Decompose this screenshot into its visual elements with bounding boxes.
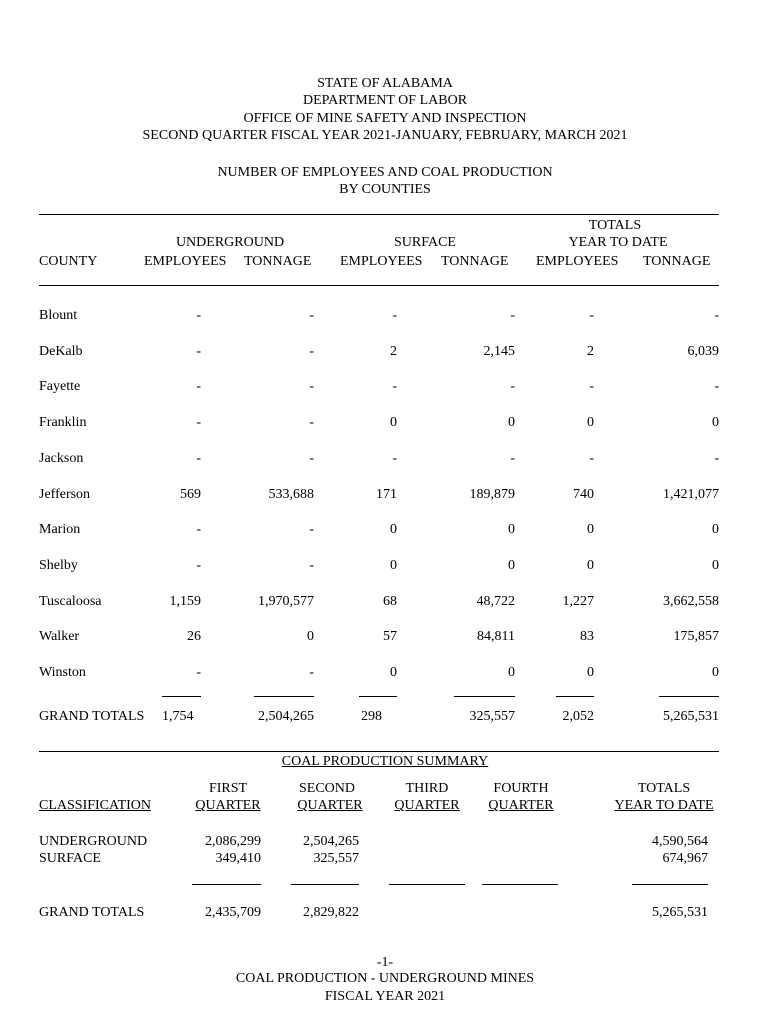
header-rule [39, 285, 719, 286]
summary-surface-q1: 349,410 [215, 851, 261, 866]
summary-grand-q2: 2,829,822 [303, 905, 359, 920]
cell-sf-ton: 48,722 [476, 594, 515, 609]
col-county-header: COUNTY [39, 254, 98, 269]
grand-ug-tonnage: 2,504,265 [258, 709, 314, 724]
summary-q3-top: THIRD [405, 781, 449, 796]
cell-ug-ton: 533,688 [268, 487, 314, 502]
col-underground-label: UNDERGROUND [175, 235, 285, 250]
subtitle-line-2: BY COUNTIES [339, 182, 431, 197]
col-ug-tonnage-header: TONNAGE [244, 254, 312, 269]
grand-sf-employees: 298 [361, 709, 382, 724]
total-underline [556, 696, 594, 697]
cell-ytd-ton: - [714, 451, 719, 466]
cell-county: Winston [39, 665, 86, 680]
cell-ytd-emp: 0 [587, 665, 594, 680]
cell-ug-emp: - [196, 308, 201, 323]
cell-county: Shelby [39, 558, 78, 573]
top-rule [39, 214, 719, 215]
summary-underline [389, 884, 465, 885]
cell-ytd-ton: - [714, 308, 719, 323]
cell-ug-ton: - [309, 522, 314, 537]
cell-sf-emp: 171 [376, 487, 397, 502]
col-ytd-label: YEAR TO DATE [568, 235, 668, 250]
footer-line-1: COAL PRODUCTION - UNDERGROUND MINES [235, 971, 535, 986]
summary-q4-top: FOURTH [493, 781, 549, 796]
summary-underline [192, 884, 261, 885]
summary-surface-ytd: 674,967 [662, 851, 708, 866]
cell-sf-ton: 0 [508, 522, 515, 537]
grand-ytd-tonnage: 5,265,531 [663, 709, 719, 724]
col-surface-label: SURFACE [394, 235, 456, 250]
cell-county: Walker [39, 629, 80, 644]
cell-ytd-ton: 0 [712, 522, 719, 537]
cell-ug-emp: - [196, 558, 201, 573]
total-underline [454, 696, 515, 697]
cell-ug-emp: - [196, 522, 201, 537]
header-line-1: STATE OF ALABAMA [317, 76, 453, 91]
summary-q2-bottom: QUARTER [297, 798, 363, 813]
summary-grand-label: GRAND TOTALS [39, 905, 145, 920]
cell-sf-ton: 0 [508, 558, 515, 573]
cell-county: Blount [39, 308, 78, 323]
summary-underline [482, 884, 558, 885]
total-underline [659, 696, 719, 697]
cell-sf-ton: - [510, 379, 515, 394]
cell-sf-emp: 68 [383, 594, 397, 609]
cell-ug-ton: - [309, 415, 314, 430]
grand-ytd-employees: 2,052 [562, 709, 594, 724]
summary-underground-label: UNDERGROUND [39, 834, 148, 849]
cell-ug-emp: - [196, 344, 201, 359]
summary-q2-top: SECOND [298, 781, 355, 796]
cell-ug-ton: - [309, 665, 314, 680]
cell-ug-ton: 0 [307, 629, 314, 644]
cell-county: Franklin [39, 415, 87, 430]
summary-grand-ytd: 5,265,531 [652, 905, 708, 920]
cell-ug-ton: - [309, 379, 314, 394]
summary-q3-bottom: QUARTER [394, 798, 460, 813]
cell-ytd-ton: 0 [712, 558, 719, 573]
cell-sf-ton: 189,879 [469, 487, 515, 502]
cell-sf-emp: 57 [383, 629, 397, 644]
cell-ytd-emp: 0 [587, 415, 594, 430]
col-sf-tonnage-header: TONNAGE [441, 254, 509, 269]
summary-surface-q2: 325,557 [313, 851, 359, 866]
summary-title: COAL PRODUCTION SUMMARY [281, 754, 489, 769]
cell-ytd-emp: - [589, 308, 594, 323]
summary-underline [632, 884, 708, 885]
cell-sf-emp: 2 [390, 344, 397, 359]
cell-ytd-ton: - [714, 379, 719, 394]
cell-county: Fayette [39, 379, 81, 394]
cell-ytd-ton: 0 [712, 415, 719, 430]
cell-ytd-emp: 740 [573, 487, 594, 502]
cell-sf-ton: - [510, 308, 515, 323]
cell-ug-ton: - [309, 308, 314, 323]
cell-county: Jefferson [39, 487, 91, 502]
cell-ytd-emp: - [589, 451, 594, 466]
cell-ug-emp: - [196, 451, 201, 466]
cell-ytd-emp: - [589, 379, 594, 394]
cell-ug-ton: - [309, 451, 314, 466]
col-ytd-tonnage-header: TONNAGE [643, 254, 711, 269]
cell-sf-ton: 2,145 [483, 344, 515, 359]
summary-ytd-top: TOTALS [637, 781, 691, 796]
cell-ug-ton: - [309, 558, 314, 573]
cell-ug-ton: 1,970,577 [258, 594, 314, 609]
cell-ug-emp: - [196, 665, 201, 680]
col-ug-employees-header: EMPLOYEES [144, 254, 227, 269]
cell-sf-emp: 0 [390, 522, 397, 537]
cell-sf-emp: 0 [390, 558, 397, 573]
cell-ytd-emp: 1,227 [562, 594, 594, 609]
total-underline [254, 696, 314, 697]
total-underline [359, 696, 397, 697]
cell-ytd-ton: 3,662,558 [663, 594, 719, 609]
header-line-4: SECOND QUARTER FISCAL YEAR 2021-JANUARY, FEBRUARY, MARCH 2021 [142, 128, 628, 143]
cell-ytd-ton: 6,039 [687, 344, 719, 359]
cell-county: Jackson [39, 451, 84, 466]
cell-ytd-emp: 0 [587, 558, 594, 573]
summary-underground-q1: 2,086,299 [205, 834, 261, 849]
summary-classification-header: CLASSIFICATION [39, 798, 152, 813]
header-line-2: DEPARTMENT OF LABOR [302, 93, 468, 108]
summary-ytd-bottom: YEAR TO DATE [614, 798, 714, 813]
cell-ytd-emp: 83 [580, 629, 594, 644]
cell-sf-emp: 0 [390, 665, 397, 680]
header-line-3: OFFICE OF MINE SAFETY AND INSPECTION [243, 111, 527, 126]
cell-ytd-emp: 2 [587, 344, 594, 359]
cell-sf-ton: 0 [508, 415, 515, 430]
col-ytd-employees-header: EMPLOYEES [536, 254, 619, 269]
summary-q1-bottom: QUARTER [195, 798, 261, 813]
grand-totals-label: GRAND TOTALS [39, 709, 145, 724]
summary-surface-label: SURFACE [39, 851, 101, 866]
cell-sf-emp: - [392, 308, 397, 323]
cell-county: Tuscaloosa [39, 594, 102, 609]
cell-ug-ton: - [309, 344, 314, 359]
cell-sf-emp: 0 [390, 415, 397, 430]
grand-sf-tonnage: 325,557 [469, 709, 515, 724]
subtitle-line-1: NUMBER OF EMPLOYEES AND COAL PRODUCTION [217, 165, 553, 180]
summary-q1-top: FIRST [208, 781, 248, 796]
cell-sf-emp: - [392, 451, 397, 466]
cell-ug-emp: 26 [187, 629, 201, 644]
cell-sf-emp: - [392, 379, 397, 394]
cell-ug-emp: - [196, 415, 201, 430]
cell-ytd-ton: 1,421,077 [663, 487, 719, 502]
grand-ug-employees: 1,754 [162, 709, 194, 724]
footer-line-2: FISCAL YEAR 2021 [324, 989, 446, 1004]
summary-underline [291, 884, 359, 885]
total-underline [162, 696, 201, 697]
cell-sf-ton: 0 [508, 665, 515, 680]
summary-underground-q2: 2,504,265 [303, 834, 359, 849]
col-sf-employees-header: EMPLOYEES [340, 254, 423, 269]
cell-county: Marion [39, 522, 81, 537]
summary-underground-ytd: 4,590,564 [652, 834, 708, 849]
cell-ytd-ton: 175,857 [673, 629, 719, 644]
summary-q4-bottom: QUARTER [488, 798, 554, 813]
summary-grand-q1: 2,435,709 [205, 905, 261, 920]
cell-ytd-ton: 0 [712, 665, 719, 680]
cell-ytd-emp: 0 [587, 522, 594, 537]
cell-county: DeKalb [39, 344, 83, 359]
col-totals-label: TOTALS [588, 218, 642, 233]
cell-ug-emp: - [196, 379, 201, 394]
cell-sf-ton: - [510, 451, 515, 466]
cell-sf-ton: 84,811 [477, 629, 515, 644]
cell-ug-emp: 1,159 [169, 594, 201, 609]
summary-rule [39, 751, 719, 752]
page-number: -1- [376, 955, 394, 970]
cell-ug-emp: 569 [180, 487, 201, 502]
